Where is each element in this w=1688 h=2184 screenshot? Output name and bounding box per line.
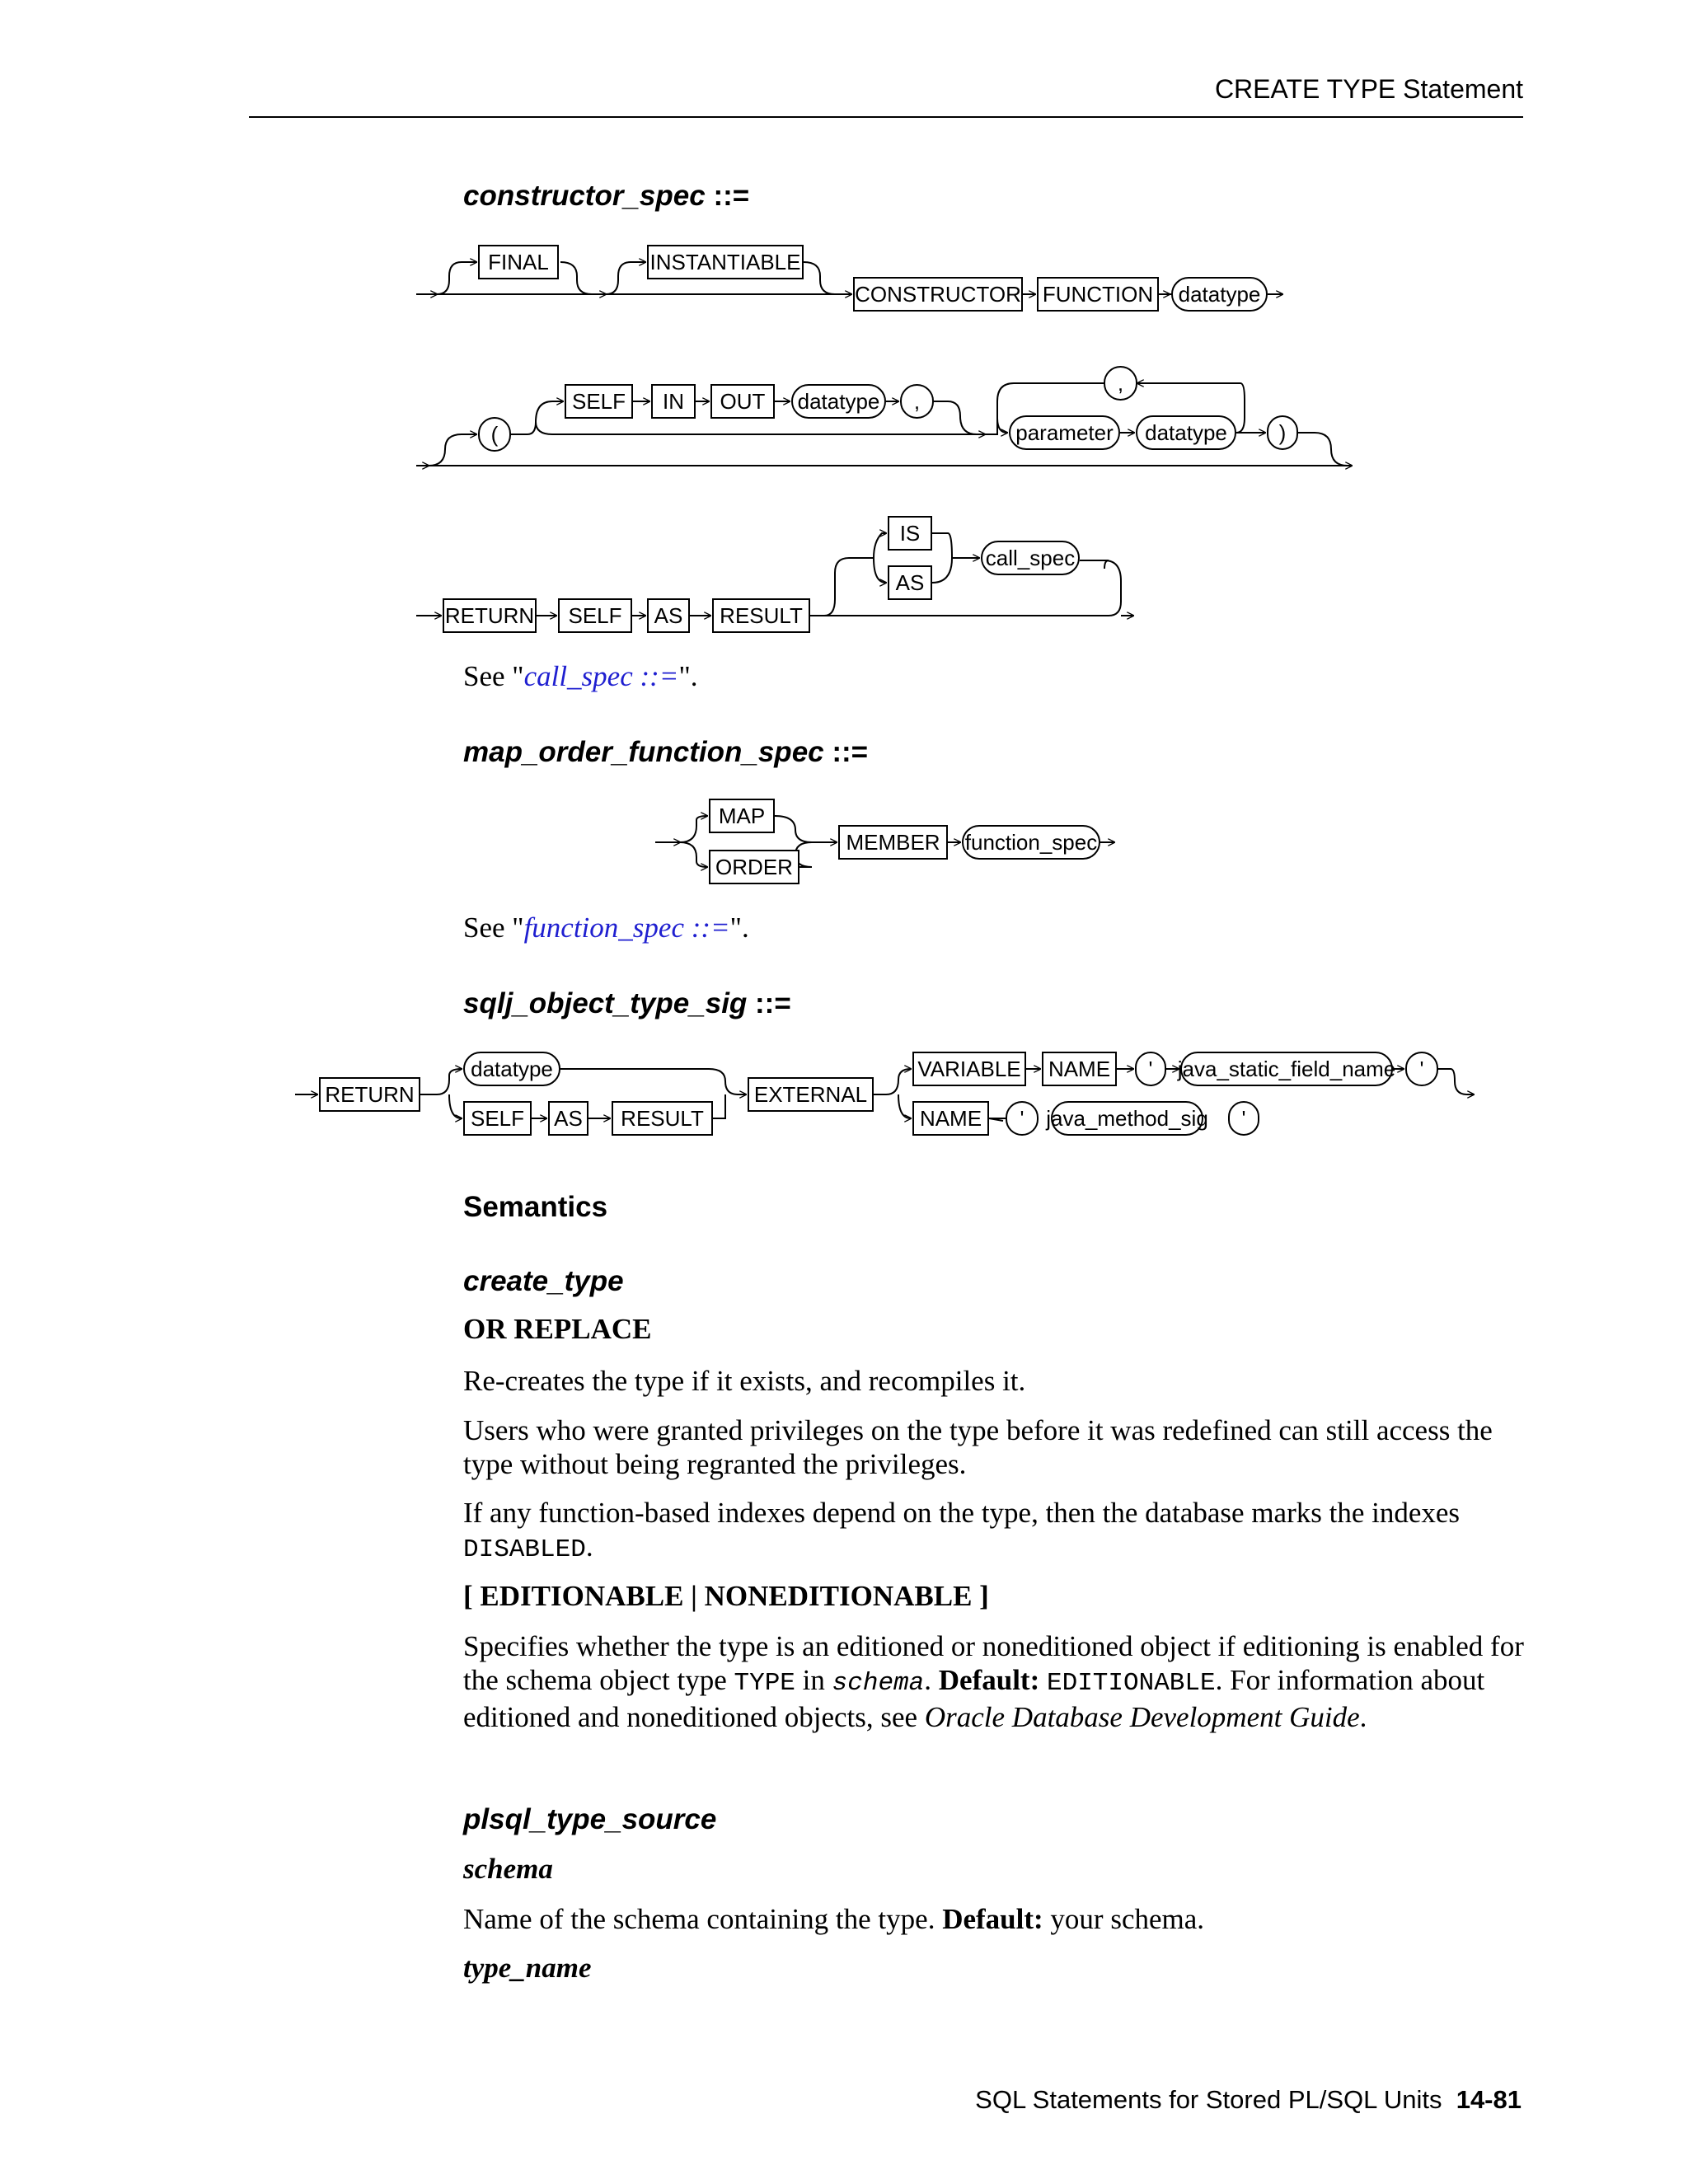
function-spec-link[interactable]: function_spec ::= bbox=[523, 912, 730, 944]
node-external: EXTERNAL bbox=[748, 1077, 874, 1112]
node-member: MEMBER bbox=[838, 825, 948, 860]
node-out: OUT bbox=[710, 384, 775, 419]
create-type-heading: create_type bbox=[463, 1265, 624, 1297]
node-name: NAME bbox=[1042, 1052, 1117, 1086]
node-datatype: datatype bbox=[463, 1052, 560, 1086]
node-self: SELF bbox=[463, 1101, 532, 1136]
paragraph: Specifies whether the type is an editioned or noneditioned object if editioning is enabled for the schema object type TYPE in schema. Default: EDITIONABLE. For information about editioned and noneditioned objects, see Oracle Database Development Guide. bbox=[463, 1630, 1524, 1733]
node-quote: ' bbox=[1405, 1052, 1438, 1086]
editionable-heading: [ EDITIONABLE | NONEDITIONABLE ] bbox=[463, 1580, 989, 1612]
call-spec-link[interactable]: call_spec ::= bbox=[523, 660, 679, 692]
node-is: IS bbox=[888, 516, 932, 551]
or-replace-heading: OR REPLACE bbox=[463, 1313, 652, 1345]
node-final: FINAL bbox=[478, 245, 559, 279]
node-result: RESULT bbox=[612, 1101, 713, 1136]
node-java-method-sig: java_method_sig bbox=[1051, 1101, 1203, 1136]
node-datatype: datatype bbox=[791, 384, 886, 419]
node-return: RETURN bbox=[443, 598, 537, 633]
type-name-heading: type_name bbox=[463, 1952, 592, 1984]
node-return: RETURN bbox=[319, 1077, 420, 1112]
paragraph: Users who were granted privileges on the type before it was redefined can still access the type without being regranted the privileges. bbox=[463, 1414, 1493, 1480]
node-close-paren: ) bbox=[1267, 415, 1298, 450]
paragraph: Re-creates the type if it exists, and recompiles it. bbox=[463, 1365, 1026, 1397]
node-comma-loop: , bbox=[1104, 366, 1137, 401]
node-quote: ' bbox=[1228, 1101, 1259, 1136]
node-call-spec: call_spec bbox=[981, 541, 1080, 575]
node-function: FUNCTION bbox=[1037, 277, 1159, 312]
semantics-heading: Semantics bbox=[463, 1191, 608, 1223]
node-datatype: datatype bbox=[1171, 277, 1268, 312]
node-order: ORDER bbox=[709, 850, 799, 884]
node-as: AS bbox=[548, 1101, 588, 1136]
paragraph: If any function-based indexes depend on the type, then the database marks the indexes DISABLED. bbox=[463, 1497, 1461, 1564]
constructor-spec-heading: constructor_spec ::= bbox=[463, 180, 750, 212]
see-call-spec: See "call_spec ::=". bbox=[463, 660, 698, 692]
running-header: CREATE TYPE Statement bbox=[1214, 74, 1523, 104]
node-parameter: parameter bbox=[1009, 415, 1120, 450]
schema-heading: schema bbox=[463, 1853, 553, 1885]
node-comma: , bbox=[900, 384, 934, 419]
node-constructor: CONSTRUCTOR bbox=[853, 277, 1023, 312]
see-function-spec: See "function_spec ::=". bbox=[463, 912, 749, 944]
node-quote: ' bbox=[1006, 1101, 1039, 1136]
node-java-static-field-name: java_static_field_name bbox=[1180, 1052, 1393, 1086]
node-name: NAME bbox=[912, 1101, 989, 1136]
node-in: IN bbox=[651, 384, 696, 419]
node-as: AS bbox=[888, 565, 932, 600]
node-as: AS bbox=[647, 598, 690, 633]
node-function-spec: function_spec bbox=[962, 825, 1100, 860]
page-number: 14-81 bbox=[1456, 2085, 1522, 2114]
page-footer: SQL Statements for Stored PL/SQL Units 14-81 bbox=[975, 2085, 1522, 2114]
node-map: MAP bbox=[709, 799, 775, 833]
paragraph: Name of the schema containing the type. Default: your schema. bbox=[463, 1903, 1205, 1935]
node-self: SELF bbox=[565, 384, 633, 419]
node-open-paren: ( bbox=[478, 417, 511, 452]
sqlj-heading: sqlj_object_type_sig ::= bbox=[463, 987, 791, 1019]
node-variable: VARIABLE bbox=[912, 1052, 1026, 1086]
node-quote: ' bbox=[1135, 1052, 1166, 1086]
node-datatype: datatype bbox=[1136, 415, 1236, 450]
node-self: SELF bbox=[558, 598, 632, 633]
map-order-heading: map_order_function_spec ::= bbox=[463, 736, 869, 768]
node-result: RESULT bbox=[712, 598, 810, 633]
plsql-type-source-heading: plsql_type_source bbox=[463, 1803, 717, 1835]
node-instantiable: INSTANTIABLE bbox=[647, 245, 804, 279]
